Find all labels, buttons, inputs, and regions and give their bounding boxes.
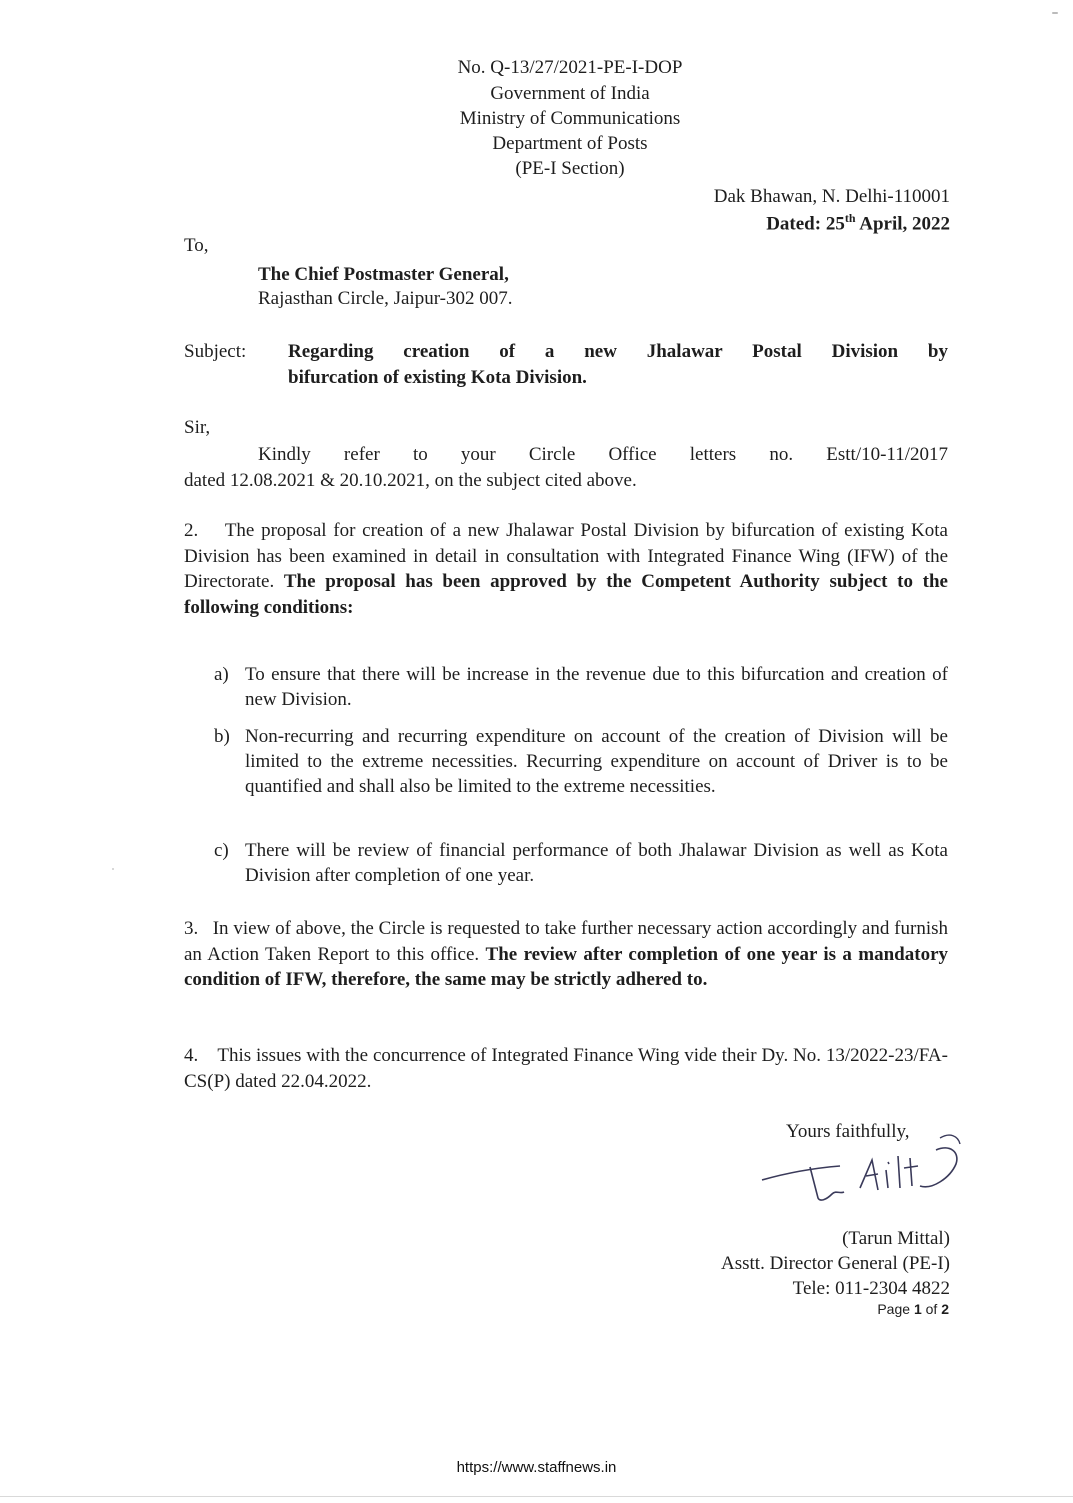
- page-number: [877, 1301, 949, 1317]
- subject-label: Subject:: [184, 341, 247, 362]
- department-line: Department of Posts: [492, 133, 648, 154]
- condition-b-text: Non-recurring and recurring expenditure on account of the creation of Division will be limited to the extreme necessities. Recurring expenditure on account of Driver is to be quantified and shall also be limited to the extreme necessities.: [245, 726, 948, 797]
- date-line: [766, 211, 950, 235]
- condition-b: [214, 724, 948, 799]
- signatory-name: (Tarun Mittal): [842, 1228, 950, 1249]
- page-total: 2: [941, 1301, 949, 1317]
- para2-number: 2.: [184, 520, 199, 541]
- footer-url: https://www.staffnews.in: [456, 1459, 617, 1476]
- section-line: (PE-I Section): [515, 158, 625, 179]
- para1-line-1: Kindly refer to your Circle Office letters no. Estt/10-11/2017: [258, 444, 948, 465]
- file-number: No. Q-13/27/2021-PE-I-DOP: [457, 57, 683, 78]
- condition-b-mark: b): [214, 726, 230, 747]
- para2-text: The proposal for creation of a new Jhalawar Postal Division by bifurcation of existing Kota Division has been examined in detail in consultation with Integrated Finance Wing (IFW) of the Directorate.: [184, 520, 948, 592]
- para3-number: 3.: [184, 918, 199, 939]
- paragraph-2: [184, 518, 948, 620]
- para3-text: In view of above, the Circle is requested to take further necessary action accordingly and furnish an Action Taken Report to this office.: [184, 918, 948, 965]
- salutation: Sir,: [184, 417, 211, 438]
- page-current: 1: [913, 1301, 922, 1317]
- government-line: Government of India: [490, 83, 650, 104]
- condition-c-mark: c): [214, 840, 229, 861]
- scan-speck: [1052, 12, 1058, 14]
- signature-image: [760, 1120, 970, 1210]
- condition-a-text: To ensure that there will be increase in the revenue due to this bifurcation and creation of new Division.: [245, 664, 948, 710]
- subject-line-2: bifurcation of existing Kota Division.: [288, 367, 587, 388]
- para2-bold-text: The proposal has been approved by the Competent Authority subject to the following conditions:: [184, 571, 948, 618]
- date-suffix: th: [844, 211, 856, 225]
- para1-line-2: dated 12.08.2021 & 20.10.2021, on the subject cited above.: [184, 470, 637, 491]
- ministry-line: Ministry of Communications: [459, 108, 681, 129]
- condition-a: [214, 662, 948, 712]
- para4-text: This issues with the concurrence of Integrated Finance Wing vide their Dy. No. 13/2022-23/FA-CS(P) dated 22.04.2022.: [184, 1045, 948, 1092]
- para3-bold-text: The review after completion of one year is a mandatory condition of IFW, therefore, the same may be strictly adhered to.: [184, 943, 948, 990]
- page-of: of: [925, 1301, 938, 1317]
- signatory-telephone: Tele: 011-2304 4822: [792, 1278, 950, 1299]
- paragraph-3: [184, 916, 948, 993]
- page-edge-line: [0, 1496, 1073, 1497]
- date-label: Dated:: [766, 213, 822, 235]
- recipient-address: Rajasthan Circle, Jaipur-302 007.: [258, 288, 513, 309]
- date-month-year: April, 2022: [859, 213, 950, 235]
- yours-faithfully: Yours faithfully,: [786, 1121, 910, 1142]
- condition-a-mark: a): [214, 664, 229, 685]
- para4-number: 4.: [184, 1045, 199, 1066]
- recipient-designation: The Chief Postmaster General,: [258, 264, 509, 285]
- date-day: 25: [825, 213, 845, 235]
- office-address: Dak Bhawan, N. Delhi-110001: [713, 186, 950, 207]
- to-label: To,: [184, 235, 209, 256]
- scan-speck: [112, 868, 114, 870]
- paragraph-4: [184, 1043, 948, 1094]
- page-prefix: Page: [877, 1301, 911, 1317]
- subject-line-1: Regarding creation of a new Jhalawar Postal Division by: [288, 341, 948, 362]
- condition-c: [214, 838, 948, 888]
- signatory-designation: Asstt. Director General (PE-I): [721, 1253, 950, 1274]
- condition-c-text: There will be review of financial performance of both Jhalawar Division as well as Kota Division after completion of one year.: [245, 840, 948, 886]
